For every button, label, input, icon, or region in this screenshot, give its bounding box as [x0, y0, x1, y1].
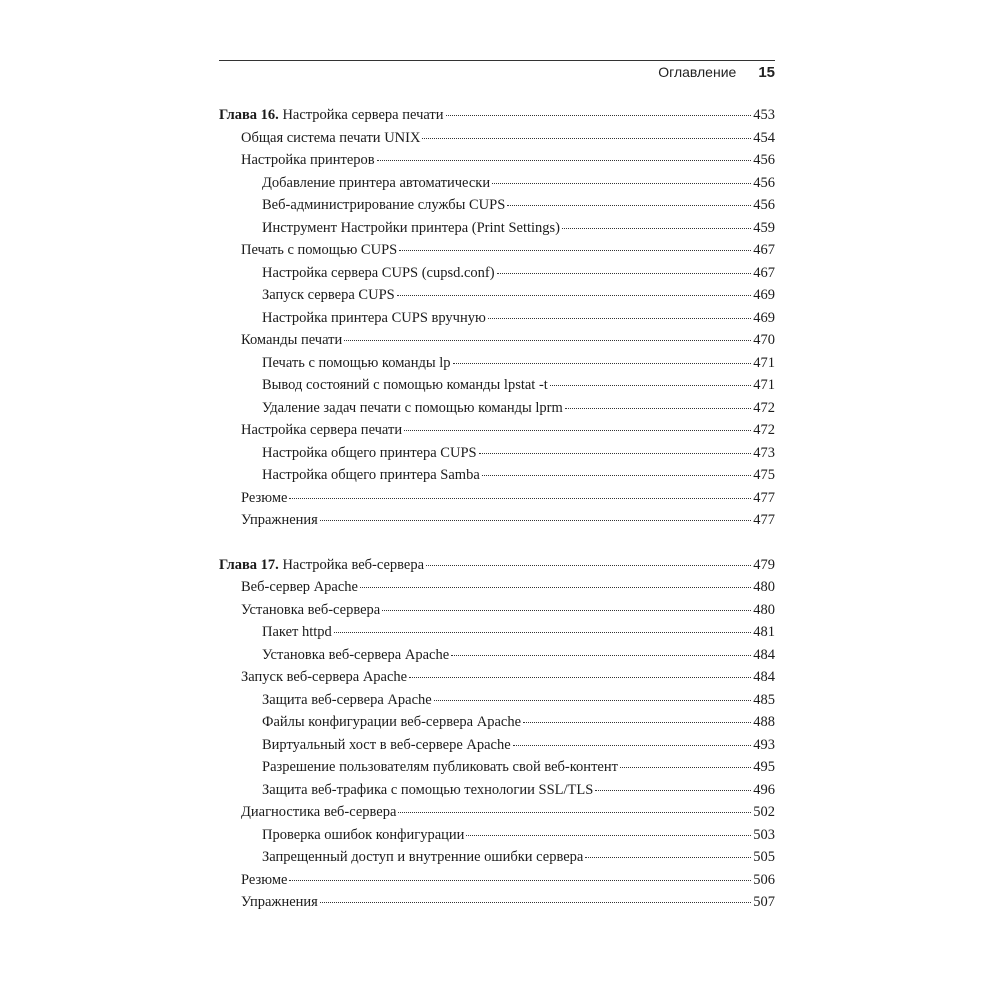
dot-leader	[320, 520, 751, 521]
entry-page-number: 485	[753, 691, 775, 708]
entry-page-number: 456	[753, 197, 775, 213]
entry-title: Резюме	[241, 489, 288, 506]
chapter-page-number: 453	[753, 107, 775, 123]
entry-title: Виртуальный хост в веб-сервере Apache	[262, 736, 511, 753]
entry-page-number: 484	[753, 669, 775, 685]
running-header	[658, 64, 775, 81]
dot-leader	[446, 115, 752, 116]
dot-leader	[497, 273, 752, 274]
toc-section	[219, 242, 775, 265]
entry-page-number: 502	[753, 804, 775, 820]
toc-section	[219, 804, 775, 827]
dot-leader	[377, 160, 752, 161]
entry-page-number: 456	[753, 174, 775, 191]
entry-page-number: 469	[753, 309, 775, 326]
chapter-title-group	[219, 557, 424, 574]
dot-leader	[360, 587, 751, 588]
entry-title: Настройка сервера печати	[241, 422, 403, 438]
toc-subsection	[219, 445, 775, 468]
entry-page-number: 496	[753, 781, 775, 798]
toc-subsection	[219, 377, 775, 400]
chapter-title-group	[219, 107, 444, 124]
dot-leader	[507, 205, 751, 206]
entry-page-number: 470	[753, 332, 775, 348]
toc-subsection	[219, 624, 775, 647]
entry-page-number: 473	[753, 444, 775, 461]
entry-title: Пакет httpd	[262, 624, 332, 640]
entry-page-number: 472	[753, 399, 775, 416]
toc-chapter-heading	[219, 107, 775, 130]
toc-section	[219, 579, 775, 602]
dot-leader	[344, 340, 751, 341]
entry-title: Разрешение пользователям публиковать свой веб-контент	[262, 759, 618, 775]
entry-page-number: 456	[753, 152, 775, 168]
entry-page-number: 459	[753, 219, 775, 236]
dot-leader	[565, 408, 751, 409]
toc-section	[219, 894, 775, 917]
entry-page-number: 467	[753, 264, 775, 281]
entry-page-number: 471	[753, 354, 775, 371]
toc-section	[219, 152, 775, 175]
toc-chapter-heading	[219, 557, 775, 580]
toc-subsection	[219, 355, 775, 378]
toc-section	[219, 332, 775, 355]
entry-title: Добавление принтера автоматически	[262, 174, 491, 191]
entry-page-number: 469	[753, 287, 775, 303]
entry-page-number: 480	[753, 601, 775, 618]
entry-title: Установка веб-сервера	[241, 601, 381, 618]
chapter-number: Глава 16.	[219, 107, 279, 123]
entry-title: Настройка сервера CUPS (cupsd.conf)	[262, 264, 495, 281]
dot-leader	[620, 767, 751, 768]
entry-title: Настройка общего принтера Samba	[262, 467, 480, 483]
entry-page-number: 477	[753, 512, 775, 528]
chapter-page-number: 479	[753, 556, 775, 573]
dot-leader	[398, 812, 751, 813]
entry-title: Настройка принтера CUPS вручную	[262, 309, 486, 326]
header-rule	[219, 60, 775, 61]
dot-leader	[399, 250, 751, 251]
toc-section	[219, 669, 775, 692]
dot-leader	[422, 138, 751, 139]
entry-title: Запуск веб-сервера Apache	[241, 669, 408, 685]
chapter-number: Глава 17.	[219, 556, 279, 573]
toc-subsection	[219, 265, 775, 288]
entry-page-number: 472	[753, 422, 775, 438]
toc-chapter	[219, 557, 775, 917]
entry-title: Защита веб-сервера Apache	[262, 691, 432, 708]
dot-leader	[562, 228, 751, 229]
toc-section	[219, 602, 775, 625]
toc-section	[219, 130, 775, 153]
entry-page-number: 506	[753, 871, 775, 888]
entry-title: Запрещенный доступ и внутренние ошибки сервера	[262, 849, 584, 865]
toc-subsection	[219, 759, 775, 782]
entry-page-number: 503	[753, 826, 775, 843]
entry-title: Диагностика веб-сервера	[241, 804, 397, 820]
dot-leader	[397, 295, 752, 296]
entry-title: Веб-администрирование службы CUPS	[262, 197, 506, 213]
entry-page-number: 493	[753, 736, 775, 753]
entry-page-number: 471	[753, 377, 775, 393]
entry-title: Настройка принтеров	[241, 152, 375, 168]
entry-title: Удаление задач печати с помощью команды lprm	[262, 399, 563, 416]
entry-title: Упражнения	[241, 512, 318, 528]
dot-leader	[289, 880, 751, 881]
toc-subsection	[219, 782, 775, 805]
entry-page-number: 488	[753, 714, 775, 730]
dot-leader	[479, 453, 752, 454]
entry-title: Общая система печати UNIX	[241, 129, 421, 146]
entry-title: Файлы конфигурации веб-сервера Apache	[262, 714, 522, 730]
entry-title: Проверка ошибок конфигурации	[262, 826, 465, 843]
entry-title: Веб-сервер Apache	[241, 579, 358, 595]
table-of-contents	[219, 107, 775, 939]
dot-leader	[550, 385, 751, 386]
toc-subsection	[219, 220, 775, 243]
dot-leader	[451, 655, 751, 656]
dot-leader	[382, 610, 751, 611]
toc-subsection	[219, 714, 775, 737]
entry-page-number: 454	[753, 129, 775, 146]
dot-leader	[404, 430, 751, 431]
entry-page-number: 480	[753, 579, 775, 595]
toc-subsection	[219, 175, 775, 198]
dot-leader	[595, 790, 751, 791]
chapter-title: Настройка сервера печати	[278, 107, 444, 123]
dot-leader	[585, 857, 751, 858]
header-title: Оглавление	[658, 64, 737, 80]
entry-page-number: 477	[753, 489, 775, 506]
dot-leader	[334, 632, 751, 633]
dot-leader	[492, 183, 751, 184]
entry-title: Печать с помощью команды lp	[262, 354, 451, 371]
toc-subsection	[219, 310, 775, 333]
entry-title: Резюме	[241, 871, 288, 888]
entry-title: Печать с помощью CUPS	[241, 242, 398, 258]
toc-section	[219, 422, 775, 445]
entry-page-number: 467	[753, 242, 775, 258]
toc-subsection	[219, 827, 775, 850]
header-page-number: 15	[758, 64, 775, 81]
toc-subsection	[219, 287, 775, 310]
entry-title: Инструмент Настройки принтера (Print Settings)	[262, 219, 561, 236]
toc-subsection	[219, 467, 775, 490]
dot-leader	[320, 902, 751, 903]
dot-leader	[453, 363, 752, 364]
toc-subsection	[219, 647, 775, 670]
entry-page-number: 507	[753, 894, 775, 910]
entry-title: Настройка общего принтера CUPS	[262, 444, 477, 461]
entry-page-number: 495	[753, 759, 775, 775]
toc-section	[219, 490, 775, 513]
entry-title: Защита веб-трафика с помощью технологии SSL/TLS	[262, 781, 594, 798]
entry-page-number: 505	[753, 849, 775, 865]
dot-leader	[523, 722, 751, 723]
toc-subsection	[219, 737, 775, 760]
entry-page-number: 481	[753, 624, 775, 640]
entry-title: Вывод состояний с помощью команды lpstat -t	[262, 377, 548, 393]
dot-leader	[426, 565, 751, 566]
dot-leader	[488, 318, 751, 319]
dot-leader	[434, 700, 752, 701]
dot-leader	[466, 835, 751, 836]
dot-leader	[482, 475, 751, 476]
entry-page-number: 475	[753, 467, 775, 483]
toc-subsection	[219, 197, 775, 220]
entry-title: Команды печати	[241, 332, 343, 348]
toc-subsection	[219, 849, 775, 872]
dot-leader	[289, 498, 751, 499]
toc-section	[219, 512, 775, 535]
dot-leader	[513, 745, 752, 746]
dot-leader	[409, 677, 751, 678]
toc-section	[219, 872, 775, 895]
toc-subsection	[219, 400, 775, 423]
entry-title: Запуск сервера CUPS	[262, 287, 395, 303]
toc-chapter	[219, 107, 775, 535]
entry-title: Установка веб-сервера Apache	[262, 646, 450, 663]
chapter-title: Настройка веб-сервера	[278, 556, 425, 573]
entry-page-number: 484	[753, 646, 775, 663]
toc-subsection	[219, 692, 775, 715]
entry-title: Упражнения	[241, 894, 318, 910]
